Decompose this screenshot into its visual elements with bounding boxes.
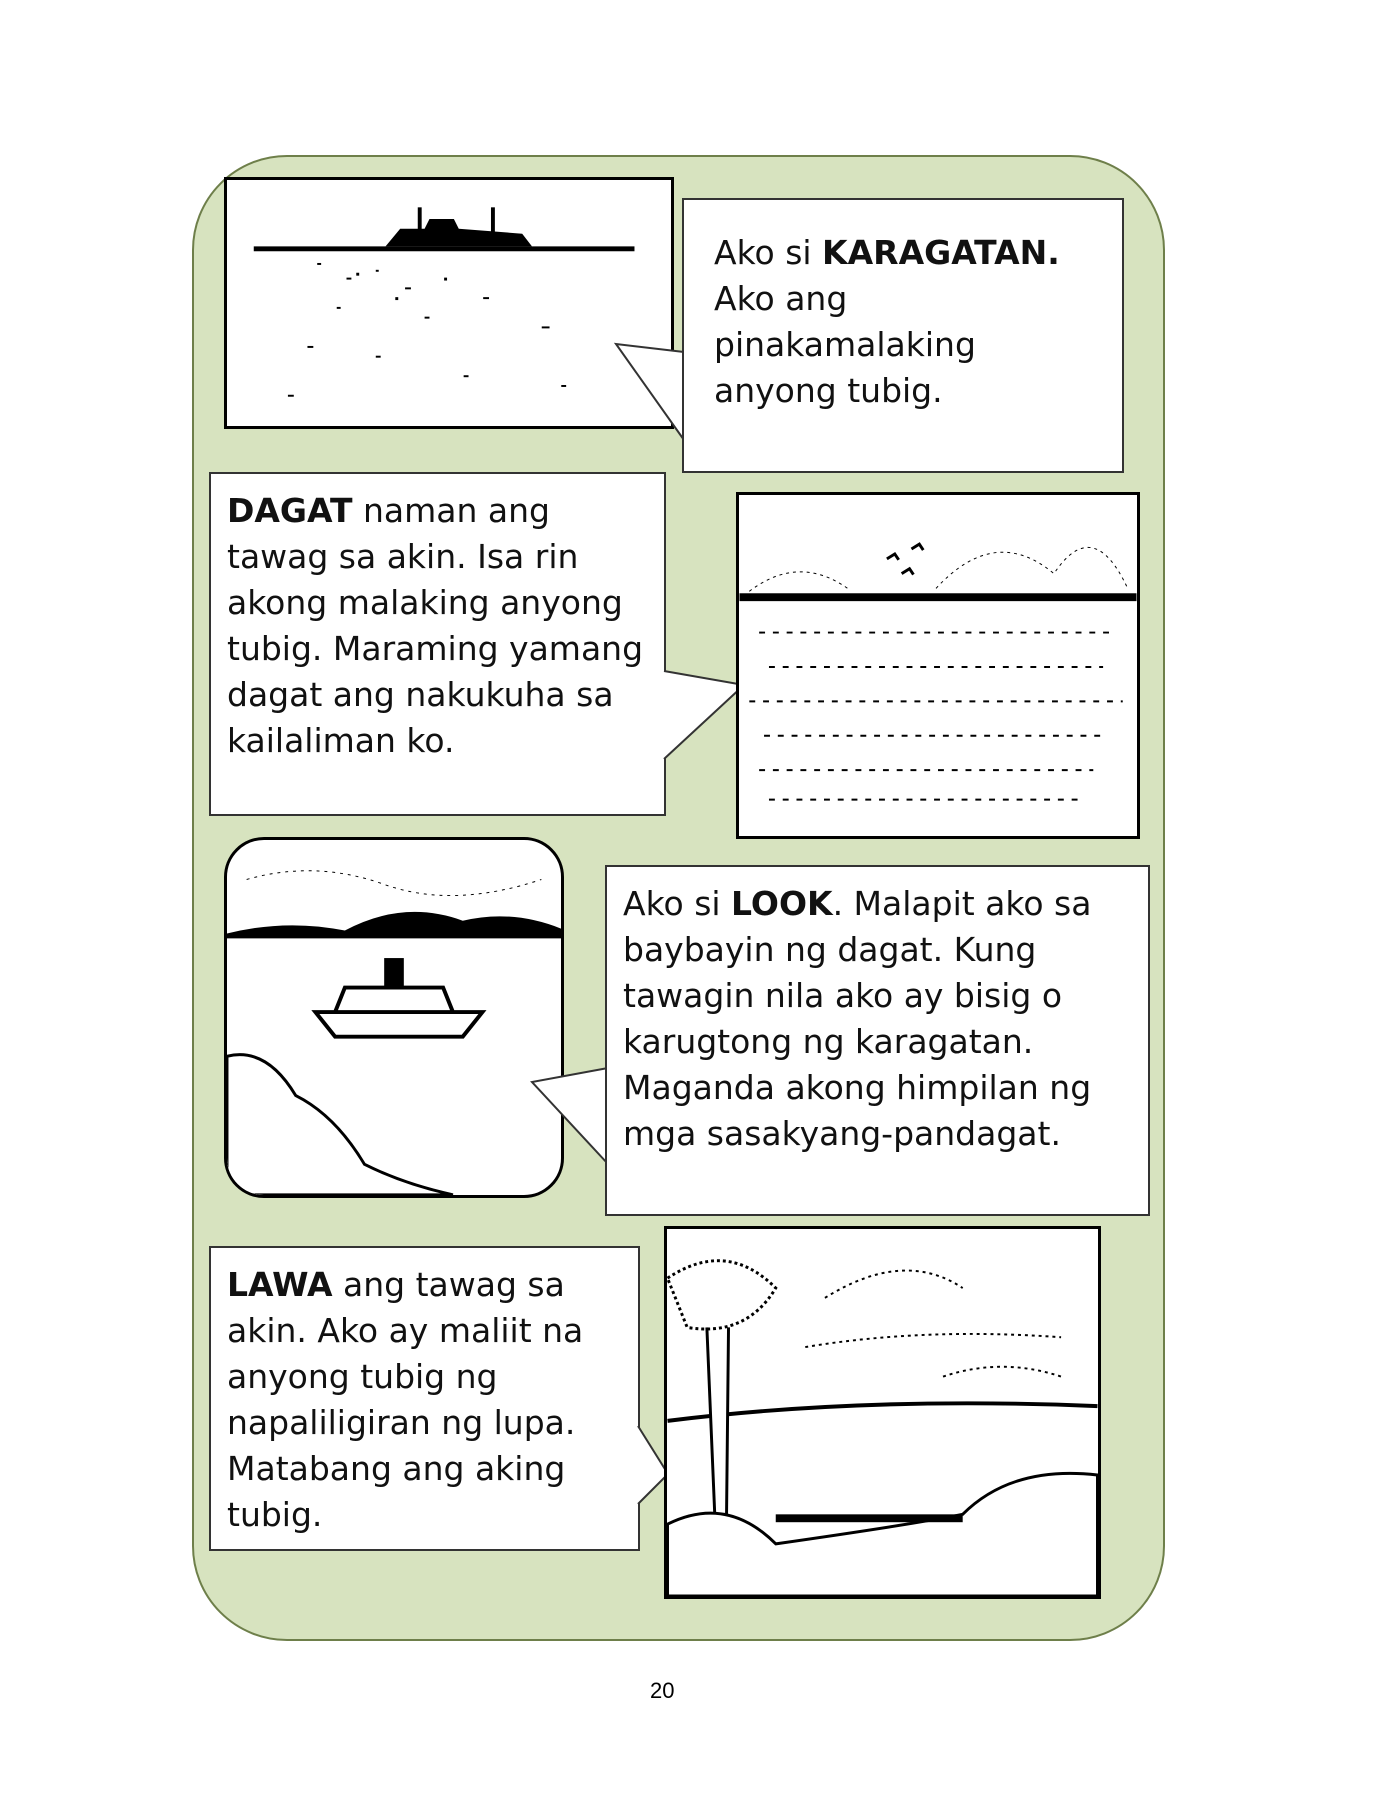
- page-number: 20: [650, 1678, 675, 1703]
- speech-bubble-look: [605, 865, 1150, 1216]
- text: naman ang tawag sa akin. Isa rin akong malaking anyong tubig. Maraming yamang dagat ang nakukuha sa kailaliman ko.: [227, 491, 644, 760]
- speech-bubble-dagat: [209, 472, 666, 816]
- speech-bubble-lawa: [209, 1246, 640, 1551]
- term-karagatan: KARAGATAN.: [822, 233, 1060, 272]
- speech-bubble-karagatan: [682, 198, 1124, 473]
- bay-ship-illustration: [224, 837, 564, 1198]
- text: Ako si: [714, 233, 823, 272]
- lake-tree-illustration: [664, 1226, 1101, 1599]
- text: Ako ang pinakamalaking anyong tubig.: [714, 279, 976, 410]
- term-dagat: DAGAT: [227, 491, 353, 530]
- term-lawa: LAWA: [227, 1265, 333, 1304]
- text: Ako si: [623, 884, 732, 923]
- text: . Malapit ako sa baybayin ng dagat. Kung tawagin nila ako ay bisig o karugtong ng karagatan. Maganda akong himpilan ng mga sasakyang-pandagat.: [623, 884, 1092, 1153]
- term-look: LOOK: [731, 884, 833, 923]
- sea-birds-illustration: [736, 492, 1140, 839]
- ocean-ship-illustration: [224, 177, 674, 429]
- text: ang tawag sa akin. Ako ay maliit na anyong tubig ng napaliligiran ng lupa. Matabang ang aking tubig.: [227, 1265, 584, 1534]
